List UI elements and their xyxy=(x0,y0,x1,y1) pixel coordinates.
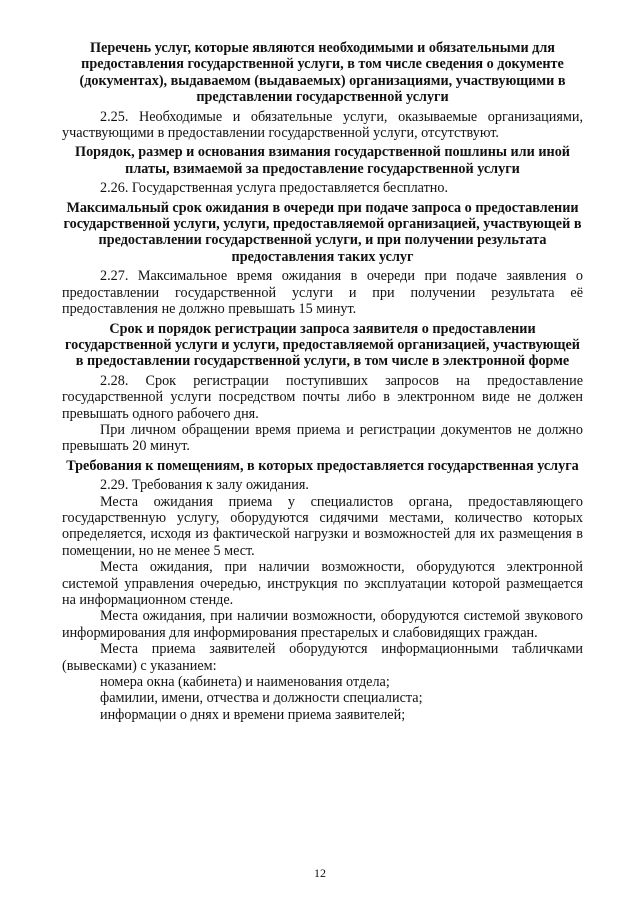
paragraph-2-29-signs: Места приема заявителей оборудуются информационными табличками (вывесками) с указанием: xyxy=(62,641,583,674)
paragraph-2-27: 2.27. Максимальное время ожидания в очереди при подаче заявления о предоставлении государственной услуги и при получении результата её предоставления не должно превышать 15 минут. xyxy=(62,268,583,318)
paragraph-2-29-queue-system: Места ожидания, при наличии возможности, оборудуются электронной системой управления очередью, инструкция по эксплуатации которой размещается на информационном стенде. xyxy=(62,559,583,608)
section-heading-queue-time: Максимальный срок ожидания в очереди при подаче запроса о предоставлении государственной услуги, услуги, предоставляемой организацией, участвующей в предоставлении государственной услуги, и при получении результата предоставления таких услуг xyxy=(63,199,582,265)
list-item: информации о днях и времени приема заявителей; xyxy=(100,706,406,723)
paragraph-2-29-audio: Места ожидания, при наличии возможности, оборудуются системой звукового информирования для информирования престарелых и слабовидящих граждан. xyxy=(62,608,583,641)
paragraph-2-28: 2.28. Срок регистрации поступивших запросов на предоставление государственной услуги посредством почты либо в электронном виде не должен превышать одного рабочего дня. xyxy=(62,372,583,422)
section-heading-registration: Срок и порядок регистрации запроса заявителя о предоставлении государственной услуги и услуги, предоставляемой организацией, участвующей в предоставлении государственной услуги, в том числе в электронной форме xyxy=(65,320,580,370)
paragraph-2-25: 2.25. Необходимые и обязательные услуги, оказываемые организациями, участвующими в предоставлении государственной услуги, отсутствуют. xyxy=(62,108,583,142)
list-item: фамилии, имени, отчества и должности специалиста; xyxy=(100,690,423,707)
paragraph-2-26: 2.26. Государственная услуга предоставляется бесплатно. xyxy=(100,180,449,197)
paragraph-2-28-personal: При личном обращении время приема и регистрации документов не должно превышать 20 минут. xyxy=(62,421,583,455)
paragraph-2-29: 2.29. Требования к залу ожидания. xyxy=(100,477,309,494)
list-item: номера окна (кабинета) и наименования отдела; xyxy=(100,674,390,691)
paragraph-2-29-seating: Места ожидания приема у специалистов органа, предоставляющего государственную услугу, оборудуются сидячими местами, количество которых определяется, исходя из фактической нагрузки и возможностей для их размещения в помещении, но не менее 5 мест. xyxy=(62,493,583,559)
page-number: 12 xyxy=(314,866,326,880)
section-heading-required-services: Перечень услуг, которые являются необходимыми и обязательными для предоставления государственной услуги, в том числе сведения о документе (документах), выдаваемом (выдаваемых) организациями, участвующими в представлении государственной услуги xyxy=(79,40,566,106)
section-heading-premises: Требования к помещениям, в которых предоставляется государственная услуга xyxy=(66,457,579,474)
section-heading-fee: Порядок, размер и основания взимания государственной пошлины или иной платы, взимаемой за предоставление государственной услуги xyxy=(75,144,570,177)
